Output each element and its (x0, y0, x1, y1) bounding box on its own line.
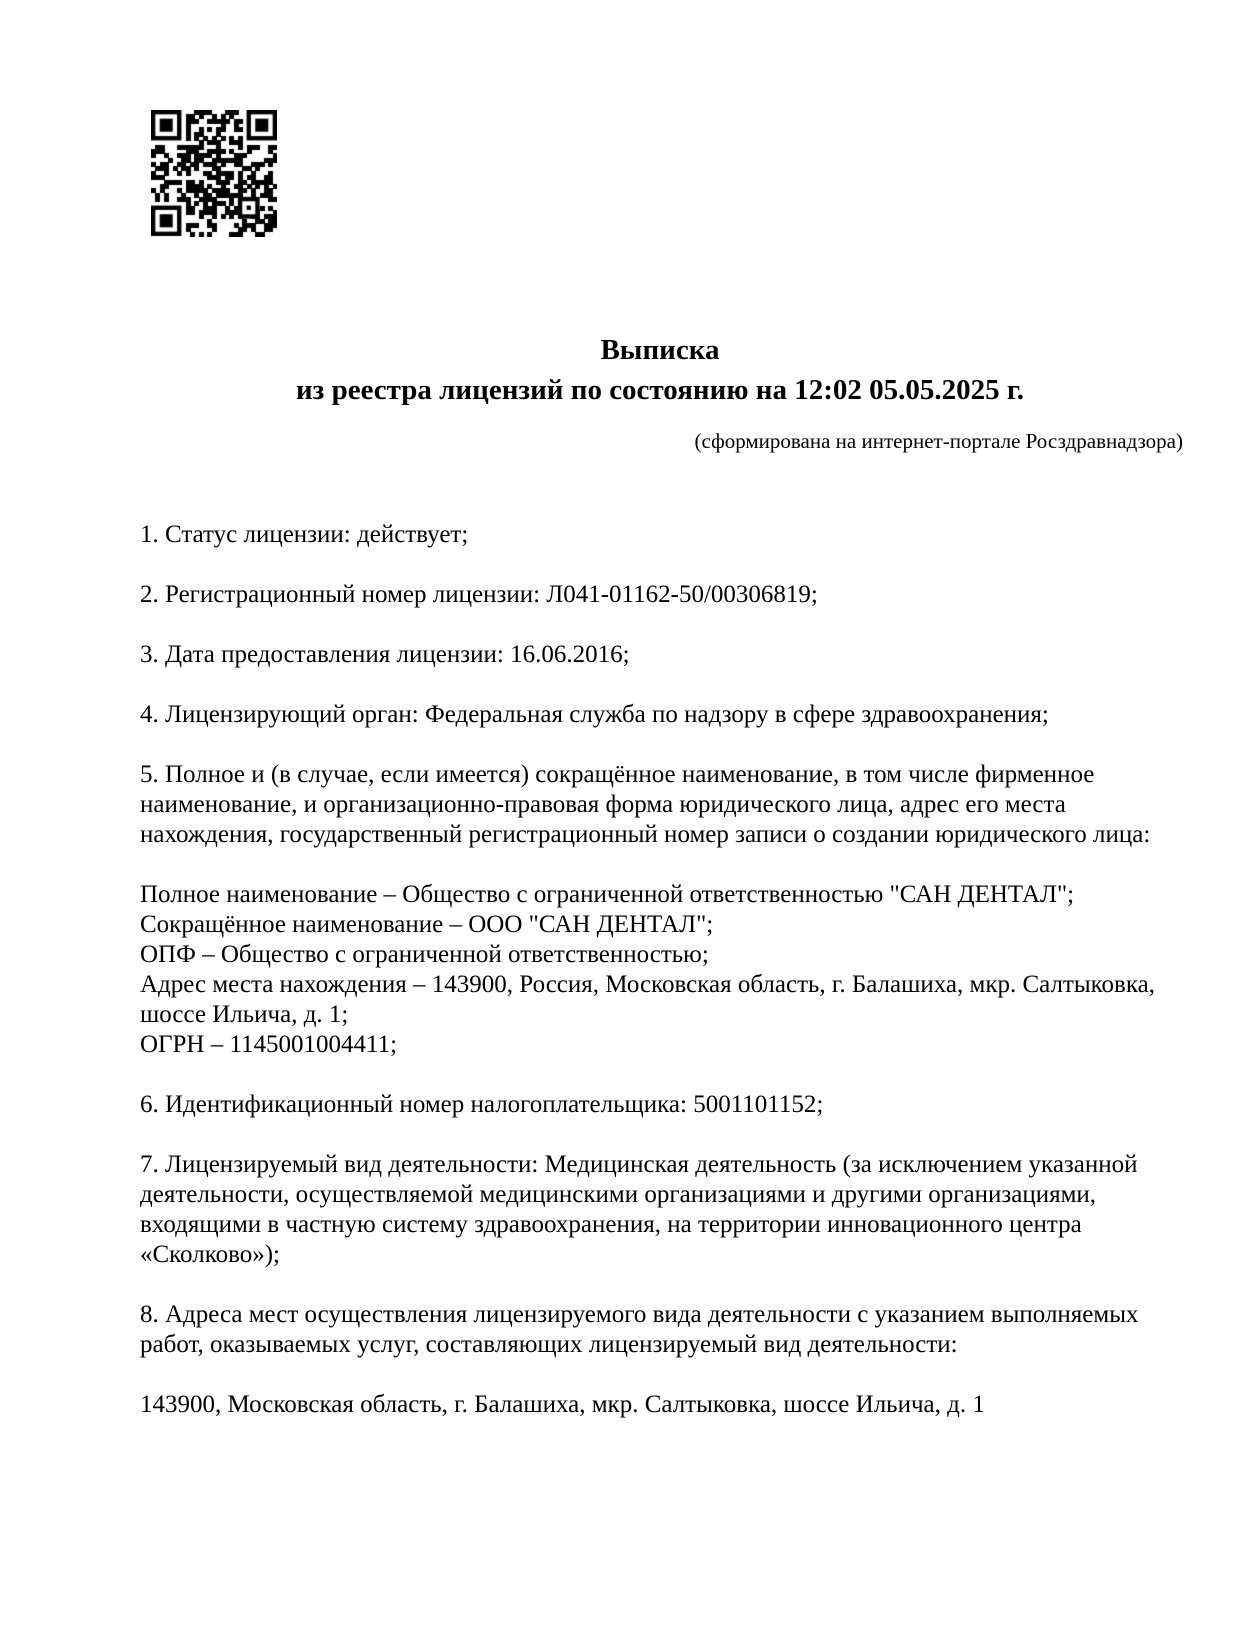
paragraph (140, 880, 1155, 1060)
text-line: Полное наименование – Общество с ограниченной ответственностью "САН ДЕНТАЛ"; (140, 881, 1075, 908)
paragraph (140, 700, 1150, 730)
paragraph (140, 520, 1150, 550)
paragraph (140, 760, 1150, 850)
text-line: «Сколково»); (140, 1241, 280, 1268)
paragraph (140, 640, 1150, 670)
text-line: Сокращённое наименование – ООО "САН ДЕНТАЛ"; (140, 911, 714, 938)
text-line: 6. Идентификационный номер налогоплательщика: 5001101152; (140, 1091, 824, 1118)
paragraph (140, 1300, 1150, 1360)
text-line: 4. Лицензирующий орган: Федеральная служба по надзору в сфере здравоохранения; (140, 701, 1049, 728)
document-body (140, 520, 1155, 1420)
paragraph (140, 580, 1150, 610)
text-line: 1. Статус лицензии: действует; (140, 521, 469, 548)
text-line: 7. Лицензируемый вид деятельности: Медицинская деятельность (за исключением указанной (140, 1151, 1138, 1178)
text-line: ОГРН – 1145001004411; (140, 1031, 398, 1058)
document-subtitle: (сформирована на интернет-портале Росздравнадзора) (694, 429, 1183, 453)
document-title (140, 330, 1180, 410)
text-line: работ, оказываемых услуг, составляющих лицензируемый вид деятельности: (140, 1331, 958, 1358)
title-line-2: из реестра лицензий по состоянию на 12:02 05.05.2025 г. (295, 374, 1025, 406)
text-line: шоссе Ильича, д. 1; (140, 1001, 349, 1028)
text-line: ОПФ – Общество с ограниченной ответственностью; (140, 941, 709, 968)
text-line: 8. Адреса мест осуществления лицензируемого вида деятельности с указанием выполняемых (140, 1301, 1139, 1328)
text-line: 2. Регистрационный номер лицензии: Л041-01162-50/00306819; (140, 581, 818, 608)
text-line: Адрес места нахождения – 143900, Россия, Московская область, г. Балашиха, мкр. Салтыковка, (140, 971, 1155, 998)
text-line: нахождения, государственный регистрационный номер записи о создании юридического лица: (140, 821, 1151, 848)
text-line: 3. Дата предоставления лицензии: 16.06.2016; (140, 641, 630, 668)
text-line: 5. Полное и (в случае, если имеется) сокращённое наименование, в том числе фирменное (140, 761, 1095, 788)
text-line: 143900, Московская область, г. Балашиха, мкр. Салтыковка, шоссе Ильича, д. 1 (140, 1391, 985, 1418)
qr-code-icon (151, 110, 277, 237)
text-line: входящими в частную систему здравоохранения, на территории инновационного центра (140, 1211, 1082, 1238)
paragraph (140, 1090, 1150, 1120)
text-line: наименование, и организационно-правовая форма юридического лица, адрес его места (140, 791, 1066, 818)
paragraph (140, 1390, 1150, 1420)
title-line-1: Выписка (600, 334, 720, 366)
text-line: деятельности, осуществляемой медицинскими организациями и другими организациями, (140, 1181, 1097, 1208)
paragraph (140, 1150, 1150, 1270)
